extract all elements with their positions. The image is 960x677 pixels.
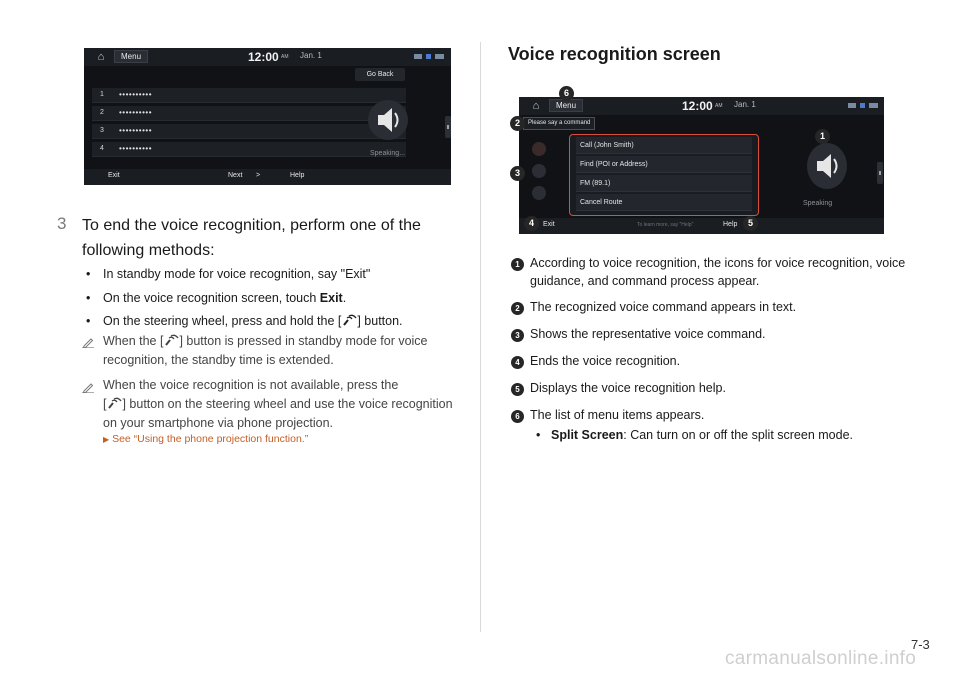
help-button[interactable]: Help (723, 221, 738, 228)
section-title: Voice recognition screen (508, 44, 721, 64)
side-panel-handle[interactable] (445, 116, 451, 138)
speaker-icon (366, 98, 410, 142)
speaker-panel (336, 68, 444, 168)
voice-list-screenshot (84, 48, 451, 185)
bullet-text: On the voice recognition screen, touch Exit. (103, 291, 347, 305)
desc-text: Ends the voice recognition. (530, 354, 681, 368)
desc-text: The list of menu items appears. (530, 408, 705, 422)
list-item-number: 4 (100, 145, 104, 152)
callout-3: 3 (510, 166, 525, 181)
step-number: 3 (57, 214, 67, 233)
help-button[interactable]: Help (290, 172, 305, 179)
bullet-exit-voice (88, 266, 371, 282)
exit-button[interactable]: Exit (543, 221, 555, 228)
note-pencil-icon (82, 336, 94, 348)
callout-5: 5 (743, 216, 758, 231)
bullet-touch-exit (88, 290, 347, 306)
desc-number: 3 (511, 329, 524, 342)
bullet-text: In standby mode for voice recognition, say "Exit" (103, 267, 371, 281)
clock-ampm: AM (281, 54, 289, 60)
bullet-steering-wheel (88, 313, 403, 329)
bottom-bar (84, 169, 451, 185)
desc-number: 2 (511, 302, 524, 315)
status-bar (84, 48, 451, 66)
phone-icon (532, 142, 546, 156)
callout-4: 4 (524, 216, 539, 231)
list-item-text: •••••••••• (119, 126, 153, 135)
page-number: 7-3 (911, 637, 930, 652)
radio-icon (532, 186, 546, 200)
signal-icon (848, 103, 856, 108)
command-item[interactable]: FM (89.1) (576, 175, 752, 192)
desc-text: According to voice recognition, the icons for voice recognition, voice guidance, and command process appear. (530, 256, 906, 288)
clock-ampm: AM (715, 103, 723, 109)
voice-button-icon (106, 397, 122, 409)
desc-number: 6 (511, 410, 524, 423)
speaker-icon (805, 141, 849, 191)
bullet-split-screen: • Split Screen: Can turn on or off the split screen mode. (538, 427, 840, 443)
date-label: Jan. 1 (300, 51, 322, 60)
bluetooth-icon (426, 54, 431, 59)
desc-number: 1 (511, 258, 524, 271)
battery-icon (435, 54, 444, 59)
command-list (569, 134, 759, 216)
signal-icon (414, 54, 422, 59)
next-arrow-icon: > (256, 172, 261, 179)
menu-button[interactable]: Menu (114, 50, 148, 63)
desc-text: Shows the representative voice command. (530, 327, 766, 341)
note-standby: When the [ ] button is pressed in standby mode for voice recognition, the standby time is extended. (103, 334, 428, 367)
date-label: Jan. 1 (734, 100, 756, 109)
column-divider (480, 42, 481, 632)
desc-number: 5 (511, 383, 524, 396)
menu-button[interactable]: Menu (549, 99, 583, 112)
speaking-label: Speaking (803, 200, 833, 207)
list-item-number: 1 (100, 91, 104, 98)
list-item-text: •••••••••• (119, 108, 153, 117)
status-bar (519, 97, 884, 115)
battery-icon (869, 103, 878, 108)
callout-1: 1 (815, 129, 830, 144)
speaking-label: Speaking... (370, 150, 406, 157)
note-pencil-icon (82, 381, 94, 393)
callout-6: 6 (559, 86, 574, 101)
step-title: To end the voice recognition, perform one of the following methods: (82, 217, 421, 259)
recognized-command-text: Please say a command (523, 117, 595, 130)
bullet-text: On the steering wheel, press and hold the [ ] button. (103, 314, 403, 328)
list-item-number: 2 (100, 109, 104, 116)
side-panel-handle[interactable] (877, 162, 883, 184)
voice-button-icon (163, 334, 179, 346)
desc-text: The recognized voice command appears in text. (530, 300, 797, 314)
next-button[interactable]: Next (228, 172, 243, 179)
list-item-text: •••••••••• (119, 144, 153, 153)
desc-number: 4 (511, 356, 524, 369)
exit-button[interactable]: Exit (108, 172, 120, 179)
command-item[interactable]: Find (POI or Address) (576, 156, 752, 173)
go-back-button[interactable]: Go Back (355, 68, 405, 81)
command-item[interactable]: Call (John Smith) (576, 137, 752, 154)
callout-2: 2 (510, 116, 525, 131)
home-icon[interactable]: ⌂ (532, 100, 540, 112)
clock-time: 12:00 (248, 50, 279, 64)
list-item-number: 3 (100, 127, 104, 134)
navigation-icon (532, 164, 546, 178)
home-icon[interactable]: ⌂ (97, 51, 105, 63)
voice-button-icon (341, 314, 357, 326)
clock-time: 12:00 (682, 99, 713, 113)
note-phone-projection: When the voice recognition is not available, press the [ ] button on the steering wheel and use the voice recognition on your smartphone via phone projection. (103, 378, 453, 430)
command-item[interactable]: Cancel Route (576, 194, 752, 211)
desc-text: Displays the voice recognition help. (530, 381, 726, 395)
bottom-bar (519, 218, 884, 234)
see-reference-link[interactable]: ▶ See “Using the phone projection function.” (103, 433, 309, 445)
voice-recognition-screenshot (519, 97, 884, 234)
bluetooth-icon (860, 103, 865, 108)
watermark: carmanualsonline.info (725, 648, 917, 669)
arrow-right-icon: ▶ (103, 435, 110, 444)
list-item-text: •••••••••• (119, 90, 153, 99)
help-hint: To learn more, say "Help" (637, 222, 694, 228)
